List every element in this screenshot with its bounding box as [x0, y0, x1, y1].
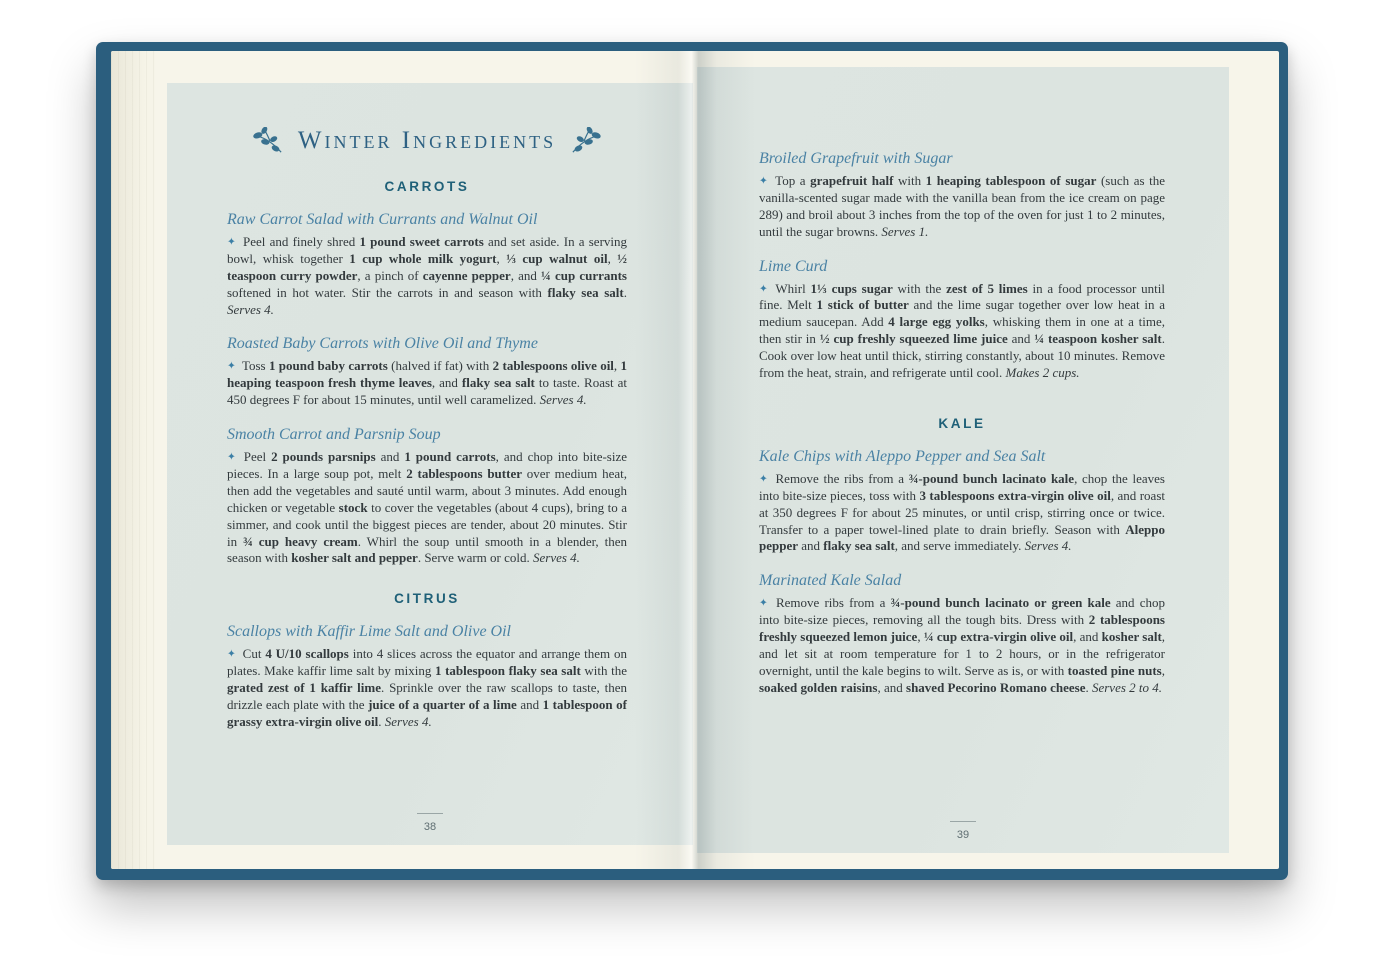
page-number-value: 38 — [423, 821, 437, 833]
diamond-bullet-icon: ✦ — [227, 452, 236, 464]
recipe-carrot-parsnip-soup — [227, 426, 627, 567]
recipe-text: Toss 1 pound baby carrots (halved if fat) with 2 tablespoons olive oil, 1 heaping teaspoon fresh thyme leaves, and flaky sea salt to taste. Roast at 450 degrees F for about 15 minutes, until well caramelized. Serves 4. — [227, 358, 628, 408]
recipe-title: Lime Curd — [759, 257, 828, 275]
diamond-bullet-icon: ✦ — [759, 598, 768, 610]
recipe-text: Whirl 1⅓ cups sugar with the zest of 5 limes in a food processor until fine. Melt 1 stick of butter and the lime sugar together over low heat in a medium saucepan. Add 4 large egg yolks, whisking them in one at a time, then stir in ½ cup freshly squeezed lime juice and ¼ teaspoon kosher salt. Cook over low heat until thick, stirring constantly, about 10 minutes. Remove from the heat, strain, and refrigerate until cool. Makes 2 cups. — [759, 280, 1166, 381]
recipe-body — [227, 358, 627, 409]
diamond-bullet-icon: ✦ — [759, 283, 768, 295]
recipe-body — [227, 449, 627, 567]
recipe-broiled-grapefruit — [759, 150, 1165, 241]
recipe-body — [759, 471, 1165, 555]
left-page — [111, 51, 695, 869]
recipe-title: Smooth Carrot and Parsnip Soup — [227, 426, 441, 444]
recipe-marinated-kale-salad — [759, 572, 1165, 696]
book-cover — [96, 42, 1288, 880]
recipe-title: Raw Carrot Salad with Currants and Walnut Oil — [227, 211, 538, 228]
recipe-scallops-kaffir-lime — [227, 623, 627, 730]
recipe-body — [759, 173, 1165, 241]
diamond-bullet-icon: ✦ — [759, 473, 768, 485]
recipe-body — [227, 234, 627, 318]
page-number-value: 39 — [956, 829, 970, 841]
recipe-text: Remove ribs from a ¾-pound bunch lacinato or green kale and chop into bite-size pieces, removing all the tough bits. Dress with 2 tablespoons freshly squeezed lemon juice, ¼ cup extra-virgin olive oil, and kosher salt, and let sit at room temperature for 1 to 2 hours, or in the refrigerator overnight, until the kale begins to wilt. Serve as is, or with toasted pine nuts, soaked golden raisins, and shaved Pecorino Romano cheese. Serves 2 to 4. — [759, 595, 1166, 695]
page-number-rule — [417, 813, 443, 814]
recipe-text: Top a grapefruit half with 1 heaping tablespoon of sugar (such as the vanilla-scented sugar made with the vanilla bean from the ice cream on page 289) and broil about 3 inches from the top of the oven for just 1 to 2 minutes, until the sugar browns. Serves 1. — [759, 173, 1165, 239]
recipe-text: Peel 2 pounds parsnips and 1 pound carrots, and chop into bite-size pieces. In a large soup pot, melt 2 tablespoons butter over medium heat, then add the vegetables and sauté until warm, about 3 minutes. Add enough chicken or vegetable stock to cover the vegetables (about 4 cups), bring to a simmer, and cook until the biggest pieces are tender, about 20 minutes. Stir in ¾ cup heavy cream. Whirl the soup until smooth in a blender, then season with kosher salt and pepper. Serve warm or cold. Serves 4. — [227, 449, 628, 566]
left-page-panel — [167, 83, 693, 845]
right-page-content — [697, 67, 1229, 853]
section-heading-kale: KALE — [938, 415, 986, 431]
recipe-title: Scallops with Kaffir Lime Salt and Olive Oil — [227, 623, 511, 641]
right-page-panel — [697, 67, 1229, 853]
recipe-raw-carrot-salad — [227, 211, 627, 318]
recipe-title: Roasted Baby Carrots with Olive Oil and Thyme — [227, 335, 538, 353]
page-number-right — [697, 821, 1229, 841]
recipe-body — [227, 646, 627, 730]
page-number-left — [167, 813, 693, 833]
recipe-text: Remove the ribs from a ¾-pound bunch lacinato kale, chop the leaves into bite-size pieces, toss with 3 tablespoons extra-virgin olive oil, and roast at 350 degrees F for about 25 minutes, or until crisp, stirring once or twice. Transfer to a paper towel-lined plate to drain briefly. Season with Aleppo pepper and flaky sea salt, and serve immediately. Serves 4. — [759, 470, 1165, 554]
page-number-rule — [950, 821, 976, 822]
diamond-bullet-icon: ✦ — [227, 361, 236, 373]
chapter-title-row — [227, 127, 627, 155]
left-page-content — [167, 83, 693, 845]
diamond-bullet-icon: ✦ — [227, 237, 236, 248]
open-pages — [111, 51, 1279, 869]
recipe-title: Marinated Kale Salad — [759, 572, 902, 590]
right-page — [695, 51, 1279, 869]
leaf-sprig-icon — [568, 127, 602, 155]
recipe-kale-chips — [759, 448, 1165, 555]
section-heading-citrus: CITRUS — [394, 591, 460, 607]
diamond-bullet-icon: ✦ — [227, 649, 236, 661]
recipe-title: Kale Chips with Aleppo Pepper and Sea Salt — [759, 447, 1046, 465]
recipe-text: Peel and finely shred 1 pound sweet carrots and set aside. In a serving bowl, whisk together 1 cup whole milk yogurt, ⅓ cup walnut oil, ½ teaspoon curry powder, a pinch of cayenne pepper, and ¼ cup currants softened in hot water. Stir the carrots in and season with flaky sea salt. Serves 4. — [227, 234, 628, 317]
page-edge-stack — [111, 51, 155, 869]
recipe-title: Broiled Grapefruit with Sugar — [759, 150, 953, 167]
recipe-body — [759, 595, 1165, 696]
recipe-text: Cut 4 U/10 scallops into 4 slices across the equator and arrange them on plates. Make kaffir lime salt by mixing 1 tablespoon flaky sea salt with the grated zest of 1 kaffir lime. Sprinkle over the raw scallops to taste, then drizzle each plate with the juice of a quarter of a lime and 1 tablespoon of grassy extra-virgin olive oil. Serves 4. — [227, 646, 628, 729]
leaf-sprig-icon — [252, 127, 286, 155]
recipe-body — [759, 281, 1165, 382]
diamond-bullet-icon: ✦ — [759, 176, 768, 187]
section-heading-carrots: CARROTS — [384, 179, 470, 194]
chapter-title: Winter Ingredients — [297, 127, 557, 154]
recipe-roasted-baby-carrots — [227, 335, 627, 409]
recipe-lime-curd — [759, 258, 1165, 382]
